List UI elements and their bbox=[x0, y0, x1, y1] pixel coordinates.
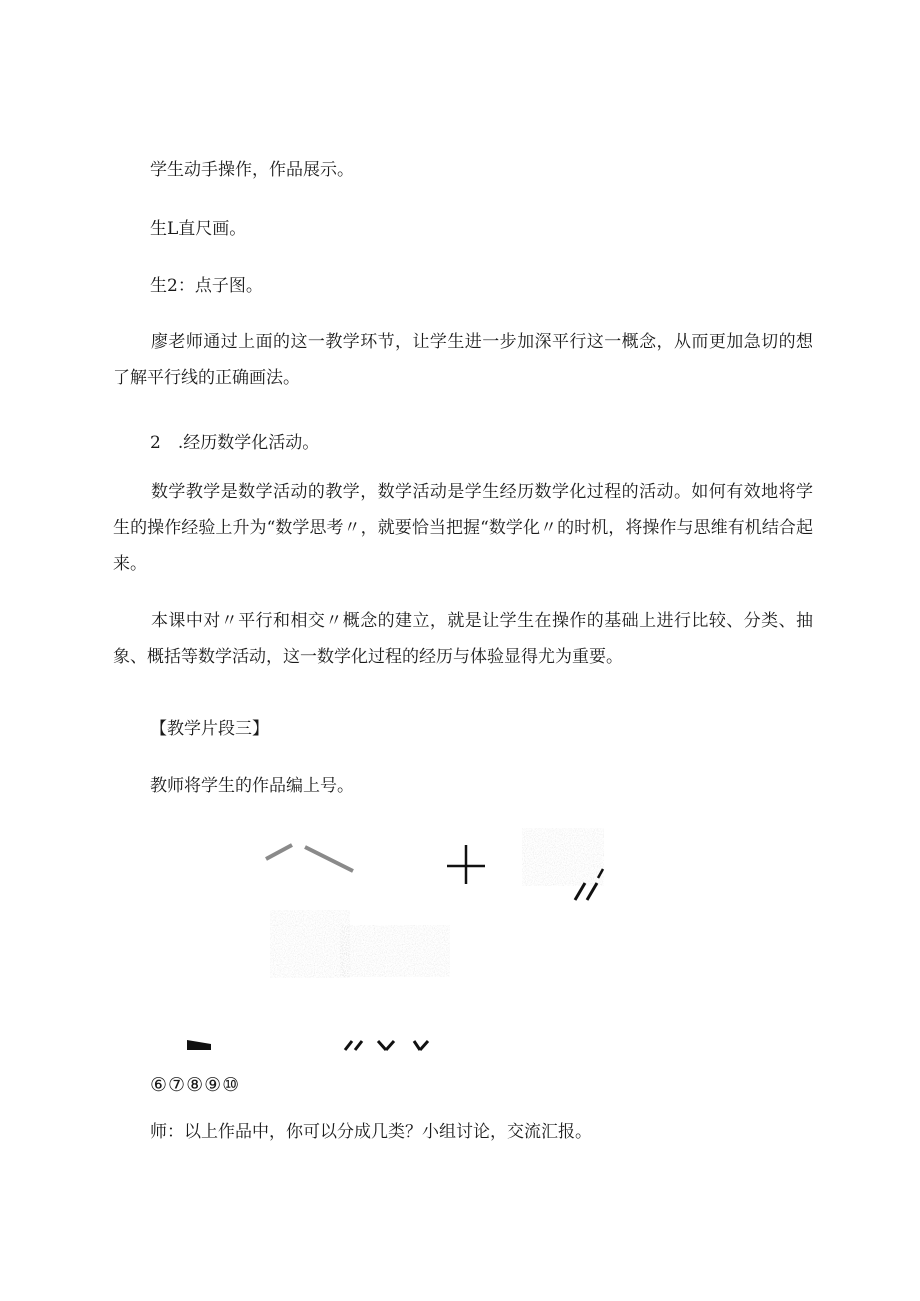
work-cross bbox=[447, 845, 485, 884]
text-student-1: 生L直尺画。 bbox=[150, 219, 247, 239]
work-bottom-marks bbox=[187, 1040, 428, 1050]
text-teacher-numbers-works: 教师将学生的作品编上号。 bbox=[150, 776, 354, 796]
heading-teaching-segment-3: 【教学片段三】 bbox=[150, 719, 269, 739]
text-student-2: 生2：点子图。 bbox=[150, 276, 263, 296]
text-teacher-question: 师：以上作品中，你可以分成几类？小组讨论，交流汇报。 bbox=[150, 1122, 592, 1142]
paragraph-parallel-concept: 本课中对〃平行和相交〃概念的建立，就是让学生在操作的基础上进行比较、分类、抽象、概括等数学活动，这一数学化过程的经历与体验显得尤为重要。 bbox=[113, 611, 813, 667]
paragraph-teacher-liao: 廖老师通过上面的这一教学环节，让学生进一步加深平行这一概念，从而更加急切的想了解平行线的正确画法。 bbox=[113, 332, 813, 388]
work-dot-grid bbox=[270, 910, 450, 978]
work-parallel-strokes bbox=[522, 828, 604, 900]
heading-math-activity: 2 .经历数学化活动。 bbox=[150, 433, 320, 453]
work-angle-lines bbox=[266, 845, 353, 871]
paragraph-math-teaching: 数学教学是数学活动的教学，数学活动是学生经历数学化过程的活动。如何有效地将学生的操作经验上升为“数学思考〃，就要恰当把握“数学化〃的时机，将操作与思维有机结合起来。 bbox=[113, 482, 813, 574]
text-student-operation: 学生动手操作，作品展示。 bbox=[150, 160, 354, 180]
figure-number-labels: ⑥⑦⑧⑨⑩ bbox=[150, 1074, 241, 1096]
student-works-drawing bbox=[0, 800, 920, 1060]
student-works-figure bbox=[0, 800, 920, 1060]
